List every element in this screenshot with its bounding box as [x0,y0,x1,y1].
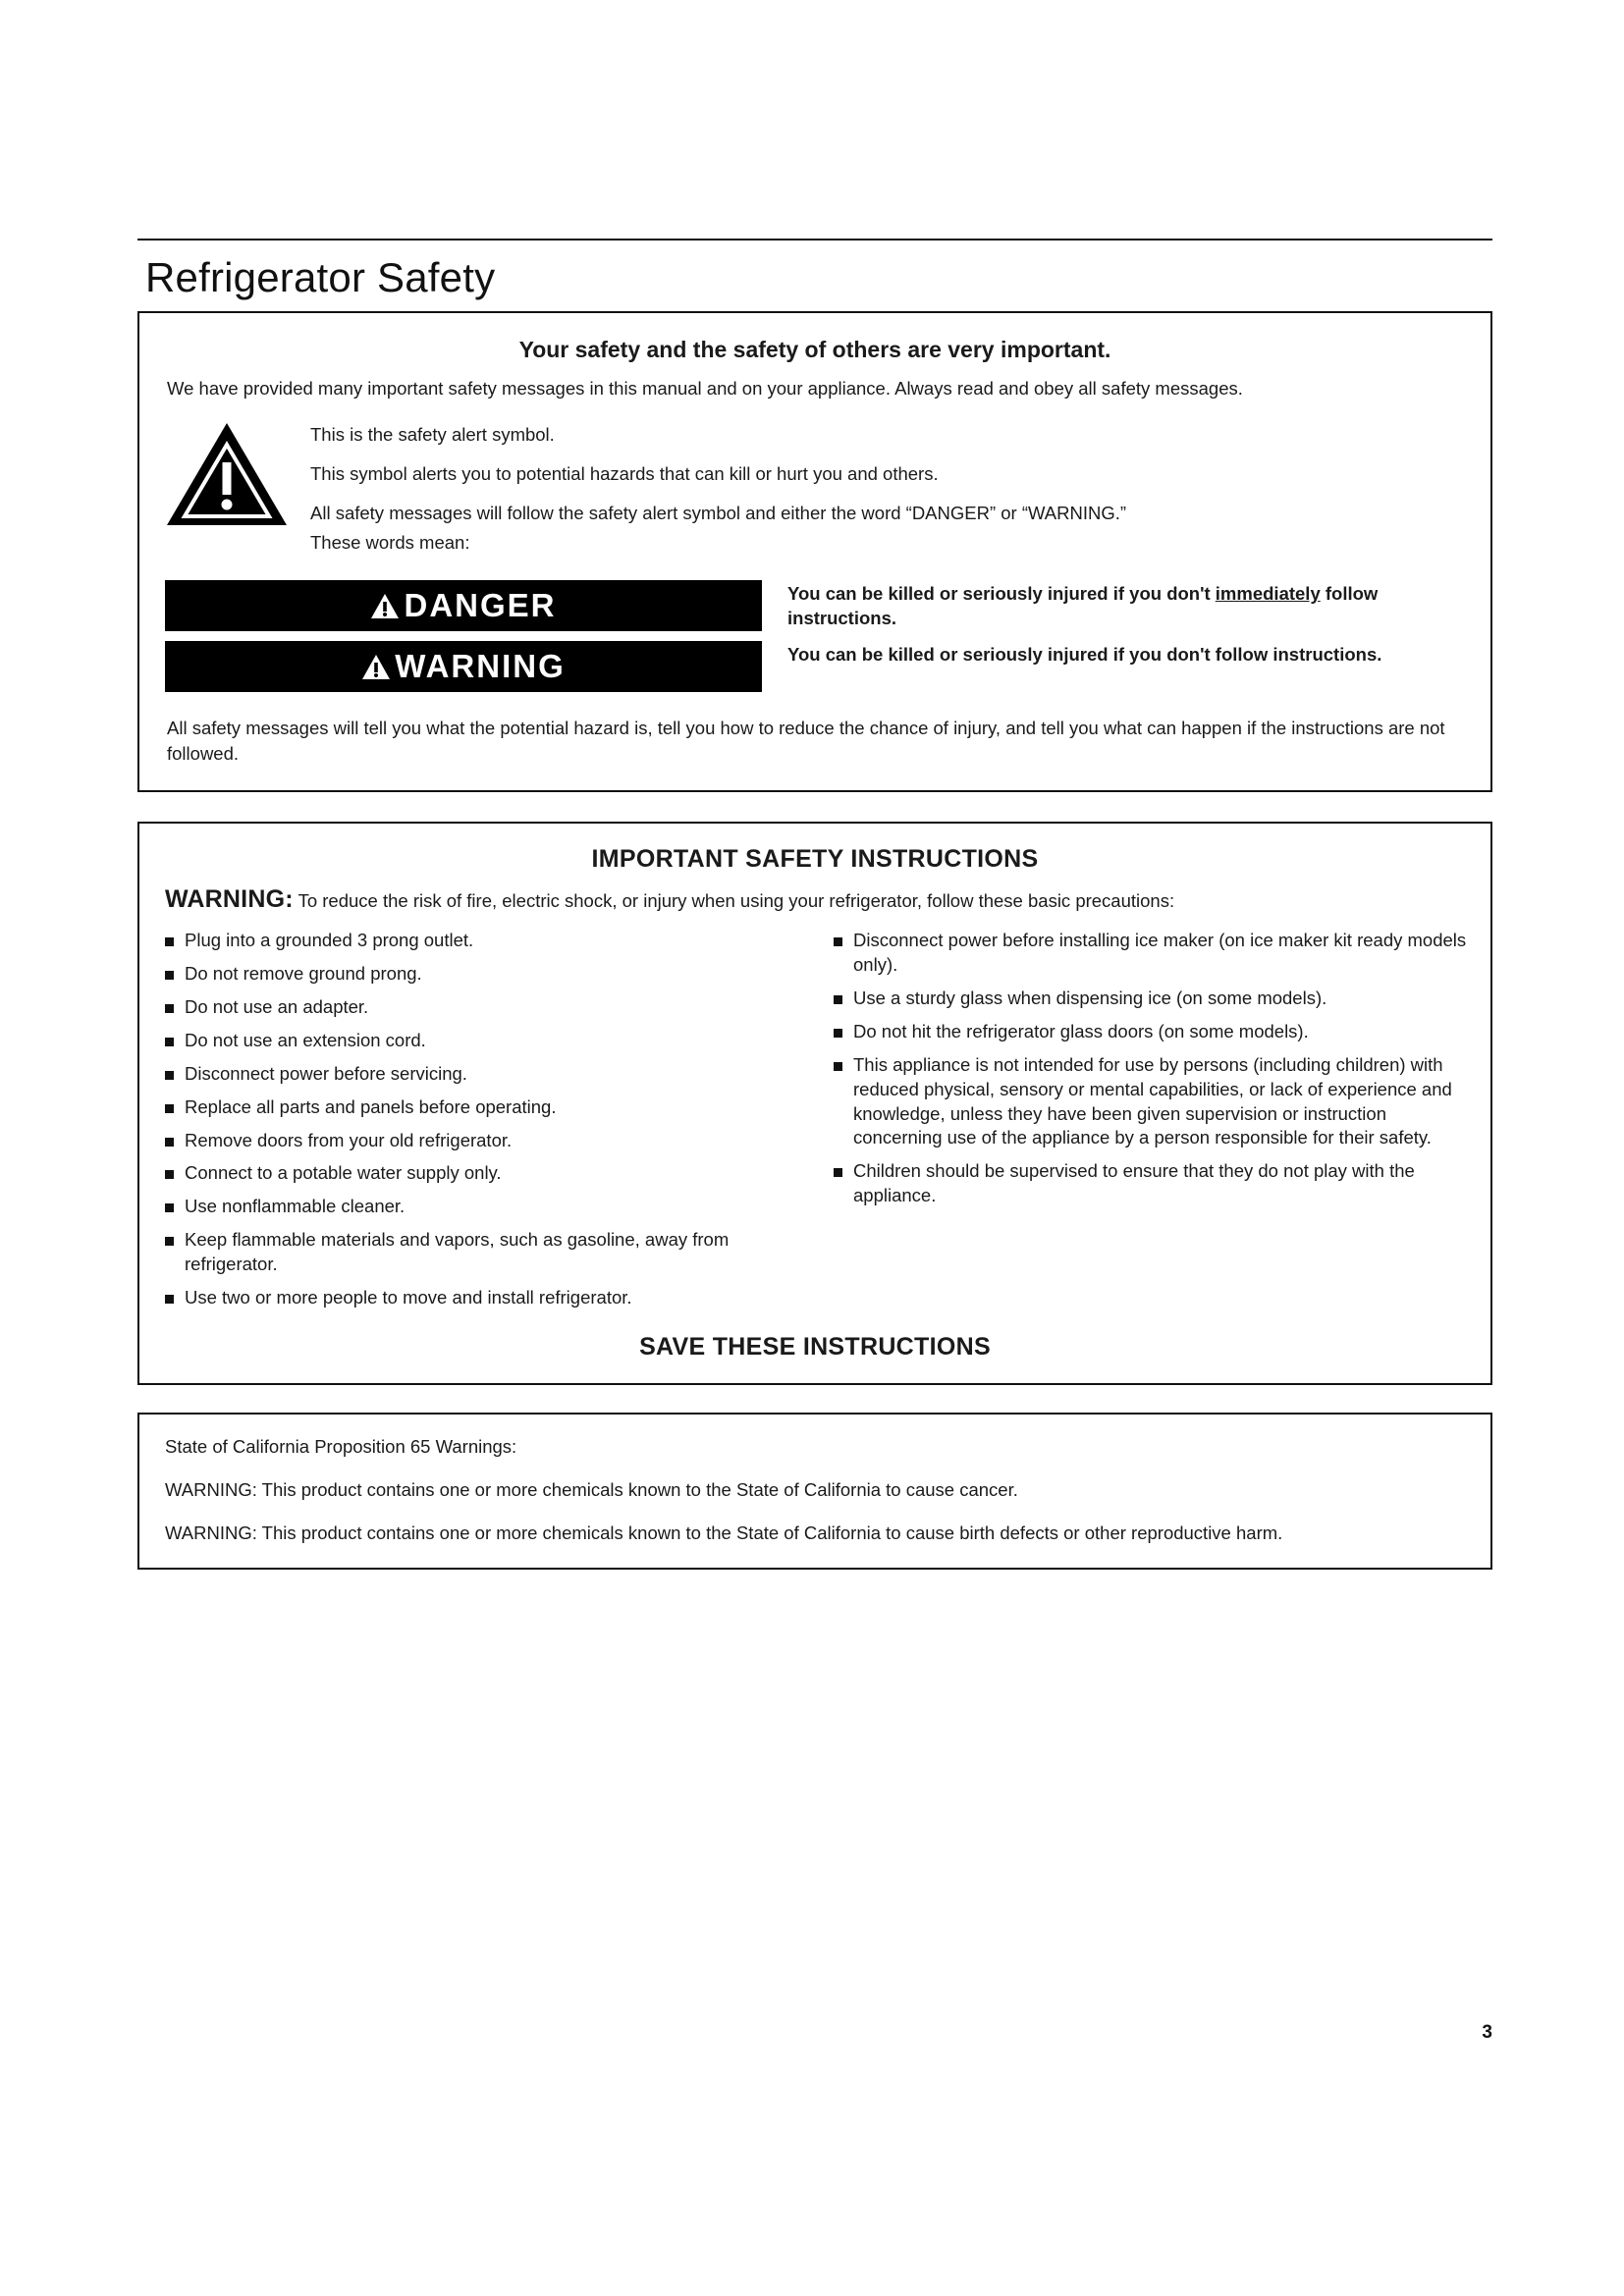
instructions-columns [163,929,1467,1320]
safety-box-heading: Your safety and the safety of others are very important. [518,337,1111,362]
list-item: Use two or more people to move and install refrigerator. [163,1286,798,1310]
important-safety-instructions-box [137,822,1492,1385]
proposition-65-box [137,1413,1492,1570]
prop65-reproductive-warning: WARNING: This product contains one or more chemicals known to the State of California to cause birth defects or other reproductive harm. [165,1522,1283,1544]
list-item: Disconnect power before servicing. [163,1062,798,1087]
warning-alert-triangle-icon [361,654,391,685]
list-item: Disconnect power before installing ice maker (on ice maker kit ready models only). [832,929,1467,978]
list-item: Do not use an extension cord. [163,1029,798,1053]
danger-text-before: You can be killed or seriously injured if you don't [787,583,1216,605]
danger-description [762,580,1465,631]
danger-text-underlined: immediately [1215,583,1321,605]
symbol-line-4: These words mean: [310,532,470,554]
warning-banner [165,641,762,692]
safety-box-intro: We have provided many important safety messages in this manual and on your appliance. Always read and obey all safety messages. [167,378,1243,399]
safety-symbol-row [165,417,1465,570]
danger-row [165,580,1465,631]
important-instructions-title: IMPORTANT SAFETY INSTRUCTIONS [591,844,1039,873]
list-item: Children should be supervised to ensure that they do not play with the appliance. [832,1159,1467,1208]
danger-text-after: follow instructions. [787,583,1379,629]
page-number: 3 [1482,2022,1492,2043]
list-item: Plug into a grounded 3 prong outlet. [163,929,798,953]
important-instructions-warning-label: WARNING: [165,884,294,913]
important-instructions-warning [165,883,1467,917]
header-rule [137,239,1492,240]
save-instructions-title: SAVE THESE INSTRUCTIONS [639,1333,991,1362]
danger-banner [165,580,762,631]
list-item: Connect to a potable water supply only. [163,1161,798,1186]
safety-alert-triangle-icon [165,419,289,529]
symbol-line-2: This symbol alerts you to potential hazards that can kill or hurt you and others. [310,463,939,485]
prop65-heading: State of California Proposition 65 Warnings: [165,1436,517,1458]
list-item: Remove doors from your old refrigerator. [163,1129,798,1153]
page-title: Refrigerator Safety [145,254,496,300]
instructions-left-column [163,929,798,1320]
instructions-right-column [832,929,1467,1320]
danger-alert-triangle-icon [370,593,400,624]
list-item: Use nonflammable cleaner. [163,1195,798,1219]
warning-description: You can be killed or seriously injured if you don't follow instructions. [787,644,1382,666]
safety-symbol-text [310,417,1465,570]
warning-label: WARNING [395,648,566,685]
document-page [137,0,1492,1570]
safety-alert-box [137,311,1492,792]
list-item: Do not remove ground prong. [163,962,798,987]
warning-row [165,641,1465,692]
important-instructions-warning-text: To reduce the risk of fire, electric shock, or injury when using your refrigerator, follow these basic precautions: [293,889,1175,911]
list-item: Do not hit the refrigerator glass doors (on some models). [832,1020,1467,1044]
instructions-right-list [832,929,1467,1209]
list-item: This appliance is not intended for use by persons (including children) with reduced physical, sensory or mental capabilities, or lack of experience and knowledge, unless they have been given supervision or instruction concerning use of the appliance by a person responsible for their safety. [832,1053,1467,1151]
symbol-line-3: All safety messages will follow the safety alert symbol and either the word “DANGER” or “WARNING.” [310,503,1127,524]
prop65-cancer-warning: WARNING: This product contains one or more chemicals known to the State of California to cause cancer. [165,1479,1018,1501]
list-item: Use a sturdy glass when dispensing ice (on some models). [832,987,1467,1011]
symbol-line-1: This is the safety alert symbol. [310,423,555,445]
list-item: Replace all parts and panels before operating. [163,1095,798,1120]
safety-alert-symbol-wrap [165,417,310,529]
list-item: Keep flammable materials and vapors, such as gasoline, away from refrigerator. [163,1228,798,1277]
danger-label: DANGER [404,587,557,624]
safety-box-closing: All safety messages will tell you what the potential hazard is, tell you how to reduce the chance of injury, and tell you what can happen if the instructions are not followed. [167,718,1445,765]
instructions-left-list [163,929,798,1311]
list-item: Do not use an adapter. [163,995,798,1020]
